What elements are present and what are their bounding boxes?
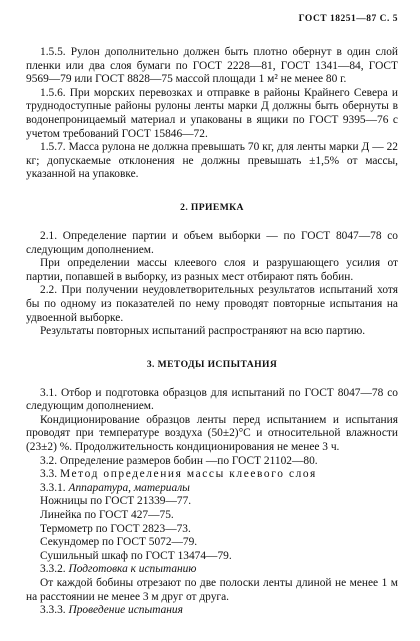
equipment-item: Сушильный шкаф по ГОСТ 13474—79. <box>40 549 232 562</box>
equipment-item: Линейка по ГОСТ 427—75. <box>40 509 174 522</box>
equipment-item: Ножницы по ГОСТ 21339—77. <box>40 495 192 508</box>
paragraph-3-3-2 <box>26 563 398 577</box>
clause-title-italic: Аппаратура, материалы <box>68 481 190 494</box>
paragraph-2-2: 2.2. При получении неудовлетворительных результатов испытаний хотя бы по одному из показателей по нему проводят повторные испытания на удвоенной выборке. <box>26 284 398 324</box>
clause-title-spaced: Метод определения массы клеевого слоя <box>59 468 317 481</box>
paragraph-3-3-2-text: От каждой бобины отрезают по две полоски ленты длиной не менее 1 м на расстоянии не менее 3 м друг от друга. <box>26 577 398 603</box>
paragraph-3-2: 3.2. Определение размеров бобин —по ГОСТ 21102—80. <box>40 454 318 467</box>
paragraph-3-3-1 <box>26 482 398 496</box>
clause-number: 3.3. <box>40 468 58 481</box>
equipment-item: Секундомер по ГОСТ 5072—79. <box>40 536 198 549</box>
paragraph-1-5-6: 1.5.6. При морских перевозках и отправке в районы Крайнего Севера и труднодоступные районы рулоны ленты марки Д должны быть обернуты в водонепроницаемый материал и упакованы в ящики по ГОСТ 9395—76 с учетом требований ГОСТ 15846—72. <box>26 86 398 140</box>
paragraph-3-3 <box>26 468 398 482</box>
section-2-heading: 2. ПРИЕМКА <box>180 201 244 213</box>
paragraph-3-1: 3.1. Отбор и подготовка образцов для испытаний по ГОСТ 8047—78 со следующим дополнением. <box>26 386 398 413</box>
clause-number: 3.3.2. <box>40 563 66 576</box>
clause-number: 3.3.1. <box>40 481 66 494</box>
clause-title-italic: Проведение испытания <box>68 604 183 617</box>
page-header: ГОСТ 18251—87 С. 5 <box>298 14 398 24</box>
paragraph-3-1-conditioning: Кондиционирование образцов ленты перед испытанием и испытания проводят при температуре воздуха (50±2)°С и относительной влажности (23±2) %. Продолжительность кондиционирования не менее 3 ч. <box>26 413 398 454</box>
paragraph-1-5-7: 1.5.7. Масса рулона не должна превышать 70 кг, для ленты марки Д — 22 кг; допускаемые отклонения не должны превышать ±1,5% от массы, указанной на упаковке. <box>26 141 398 181</box>
equipment-item: Термометр по ГОСТ 2823—73. <box>40 522 191 535</box>
paragraph-3-3-3 <box>26 604 398 618</box>
paragraph-2-1-addition: При определении массы клеевого слоя и разрушающего усилия от партии, попавшей в выборку, из разных мест отбирают пять бобин. <box>26 257 398 283</box>
paragraph-1-5-5: 1.5.5. Рулон дополнительно должен быть плотно обернут в один слой пленки или два слоя бумаги по ГОСТ 2228—81, ГОСТ 1341—84, ГОСТ 9569—79 или ГОСТ 8828—75 массой площади 1 м² не менее 80 г. <box>26 46 398 86</box>
clause-title-italic: Подготовка к испытанию <box>68 563 197 576</box>
section-3-heading: 3. МЕТОДЫ ИСПЫТАНИЯ <box>146 358 278 370</box>
paragraph-2-2-results: Результаты повторных испытаний распространяют на всю партию. <box>40 325 366 338</box>
clause-number: 3.3.3. <box>40 604 66 617</box>
paragraph-2-1: 2.1. Определение партии и объем выборки — по ГОСТ 8047—78 со следующим дополнением. <box>26 229 398 256</box>
